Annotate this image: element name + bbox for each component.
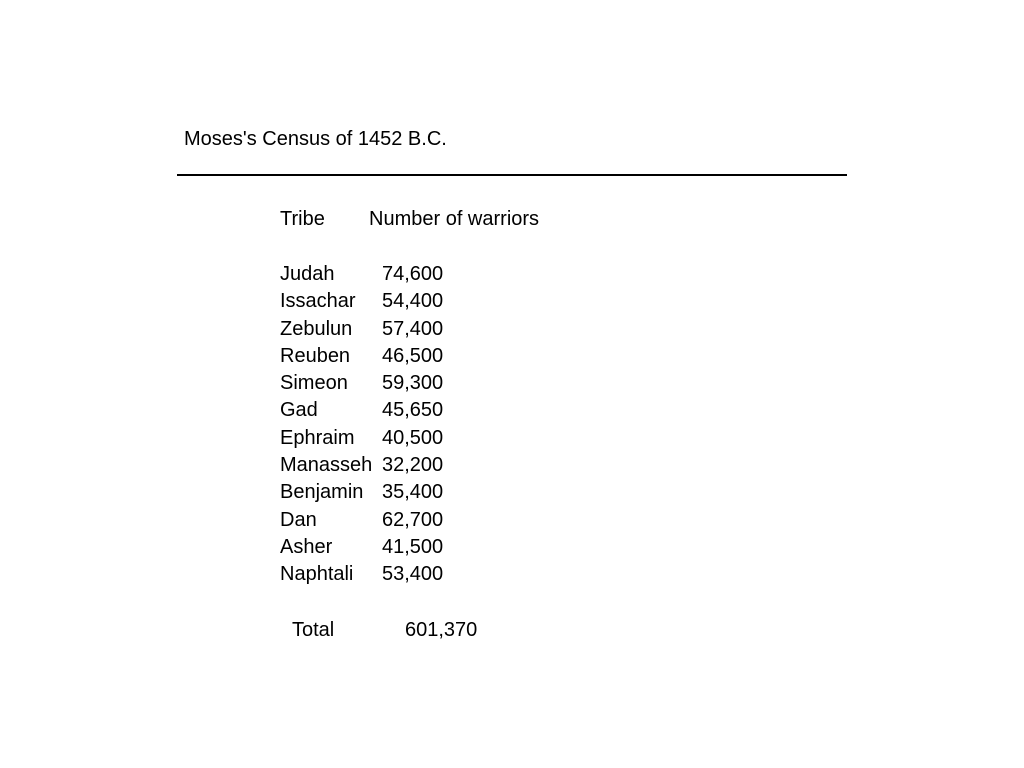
warrior-count: 45,650 [382, 399, 444, 422]
slide-title: Moses's Census of 1452 B.C. [184, 128, 447, 150]
column-header-warriors: Number of warriors [369, 208, 540, 230]
warrior-count: 57,400 [382, 317, 444, 340]
warrior-count: 59,300 [382, 372, 444, 395]
warrior-count: 54,400 [382, 290, 444, 313]
warrior-count: 62,700 [382, 508, 444, 531]
tribe-name: Manasseh [280, 454, 373, 477]
title-divider [177, 174, 847, 176]
warrior-count: 32,200 [382, 454, 444, 477]
warrior-count: 53,400 [382, 563, 444, 586]
tribe-name: Naphtali [280, 563, 354, 586]
tribe-name: Issachar [280, 290, 356, 313]
tribe-name: Zebulun [280, 317, 353, 340]
column-header-tribe: Tribe [280, 208, 325, 230]
tribe-name: Reuben [280, 344, 351, 367]
tribe-name: Simeon [280, 372, 348, 395]
warrior-count: 35,400 [382, 481, 444, 504]
warrior-count: 40,500 [382, 426, 444, 449]
tribe-name: Gad [280, 399, 318, 422]
total-label: Total [292, 619, 335, 641]
warrior-count: 46,500 [382, 344, 444, 367]
total-value: 601,370 [405, 619, 478, 641]
tribe-name: Benjamin [280, 481, 364, 504]
warrior-count: 41,500 [382, 535, 444, 558]
tribe-name: Ephraim [280, 426, 355, 449]
tribe-name: Dan [280, 508, 317, 531]
warrior-count: 74,600 [382, 263, 444, 285]
tribe-name: Asher [280, 535, 333, 558]
tribe-name: Judah [280, 263, 335, 285]
